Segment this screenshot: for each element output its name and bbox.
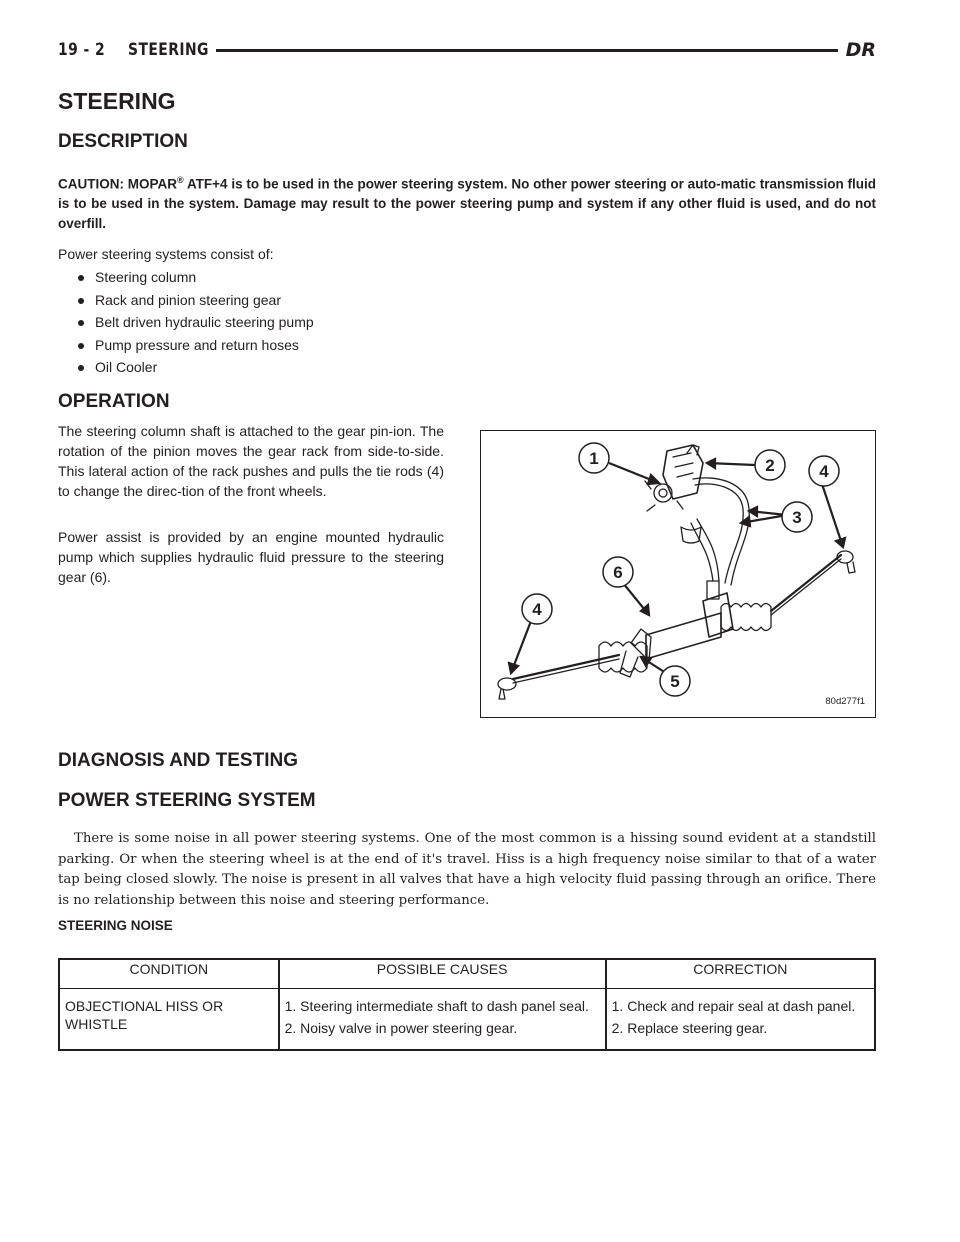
list-item: Oil Cooler [78, 356, 314, 379]
page-title: STEERING [58, 88, 176, 114]
steering-gear-figure [480, 430, 876, 718]
condition-cell [59, 989, 279, 1051]
caution-note [58, 171, 876, 233]
page-header [58, 40, 876, 64]
column-header: CONDITION [59, 959, 279, 989]
cause-item: 1. Steering intermediate shaft to dash panel seal. [284, 998, 589, 1014]
list-item: Steering column [78, 266, 314, 289]
figure-id: 80d277f1 [825, 696, 865, 707]
causes-cell [279, 989, 606, 1051]
caution-text: ATF+4 is to be used in the power steering system. No other power steering or auto-matic transmission fluid is to be used in the system. Damage may result to the power steering pump and system if any other fluid is used, and do not overfill. [58, 176, 876, 231]
operation-paragraph-1: The steering column shaft is attached to the gear pin-ion. The rotation of the pinion moves the gear rack from side-to-side. This lateral action of the rack pushes and pulls the tie rods (4) to change the direc-tion of the front wheels. [58, 423, 444, 499]
steering-gear-illustration [481, 431, 876, 718]
operation-heading: OPERATION [58, 391, 170, 412]
callout-label: 3 [792, 508, 802, 527]
caution-prefix: CAUTION: MOPAR [58, 176, 178, 192]
callout-label: 6 [613, 563, 623, 582]
power-steering-heading: POWER STEERING SYSTEM [58, 790, 316, 811]
diagnosis-heading: DIAGNOSIS AND TESTING [58, 750, 298, 771]
list-item: Rack and pinion steering gear [78, 289, 314, 312]
callout-label: 4 [532, 600, 542, 619]
steering-noise-table [58, 958, 876, 1051]
callout-label: 1 [589, 449, 599, 468]
column-header: POSSIBLE CAUSES [279, 959, 606, 989]
correction-cell [606, 989, 875, 1051]
condition-text: OBJECTIONAL HISS OR WHISTLE [65, 998, 224, 1032]
callout-label: 5 [670, 672, 680, 691]
noise-paragraph [58, 829, 876, 911]
component-list [78, 266, 314, 379]
callout-label: 4 [819, 462, 829, 481]
table-header-row [59, 959, 875, 989]
table-row [59, 989, 875, 1051]
registered-mark: ® [177, 175, 184, 185]
model-code: DR [845, 39, 876, 61]
column-header: CORRECTION [606, 959, 875, 989]
header-rule [216, 49, 838, 52]
correction-item: 2. Replace steering gear. [611, 1020, 768, 1036]
correction-item: 1. Check and repair seal at dash panel. [611, 998, 856, 1014]
description-heading: DESCRIPTION [58, 131, 188, 152]
operation-paragraph-2: Power assist is provided by an engine mounted hydraulic pump which supplies hydraulic fluid pressure to the steering gear (6). [58, 529, 444, 585]
page-number: 19 - 2 [58, 40, 106, 60]
noise-paragraph-text: There is some noise in all power steering systems. One of the most common is a hissing sound evident at a standstill parking. Or when the steering wheel is at the end of it's travel. Hiss is a high frequency noise similar to that of a water tap being closed slowly. The noise is present in all valves that have a high velocity fluid passing through an orifice. There is no relationship between this noise and steering performance. [58, 831, 876, 908]
callout-label: 2 [765, 456, 775, 475]
cause-item: 2. Noisy valve in power steering gear. [284, 1020, 518, 1036]
list-item: Belt driven hydraulic steering pump [78, 311, 314, 334]
table-title: STEERING NOISE [58, 918, 173, 933]
components-intro: Power steering systems consist of: [58, 246, 274, 262]
section-title: STEERING [128, 40, 209, 60]
list-item: Pump pressure and return hoses [78, 334, 314, 357]
